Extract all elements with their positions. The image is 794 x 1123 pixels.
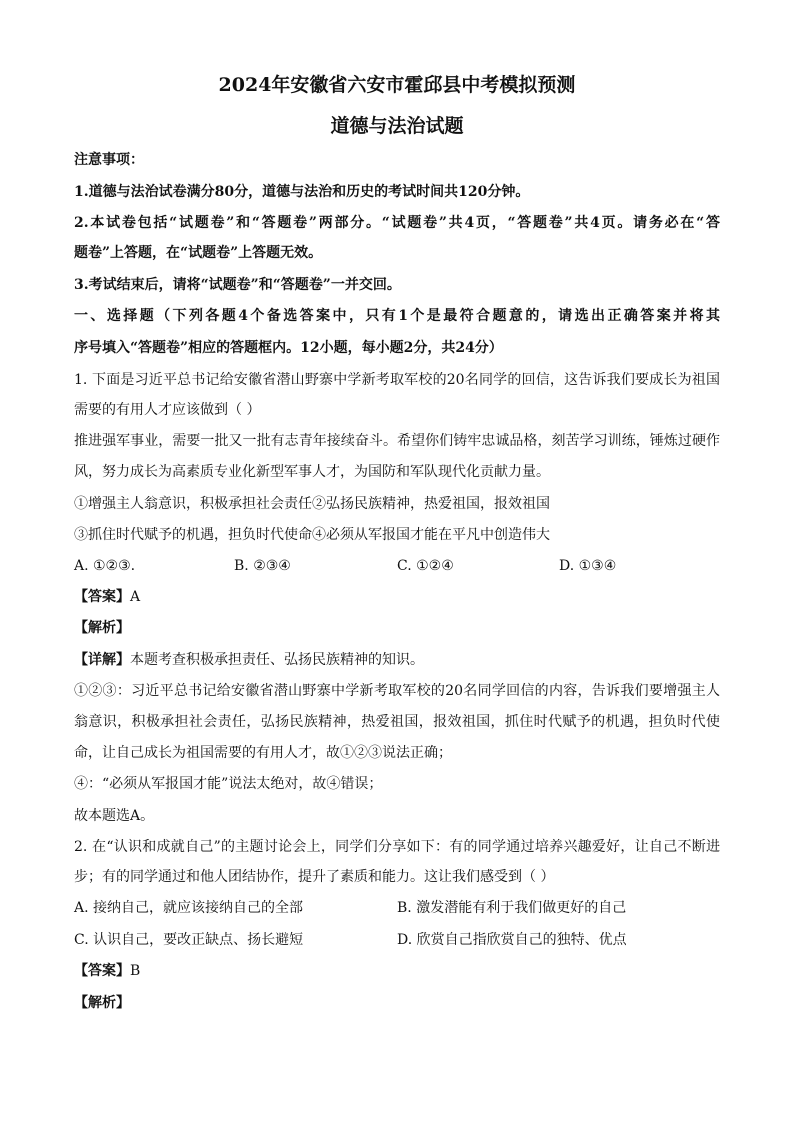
- q1-detail: [74, 650, 720, 670]
- answer-value: A: [130, 589, 141, 605]
- section1-instruction-2: 序号填入“答题卷”相应的答题框内。12小题，每小题2分，共24分）: [74, 340, 503, 356]
- answer-tag: 【答案】: [74, 589, 130, 605]
- q1-quote-2: 风，努力成长为高素质专业化新型军事人才，为国防和军队现代化贡献力量。: [74, 464, 550, 480]
- section1-instruction-1: 一、选择题（下列各题4个备选答案中，只有1个是最符合题意的，请选出正确答案并将其: [74, 308, 720, 324]
- q1-stem-1: 1. 下面是习近平总书记给安徽省潜山野寨中学新考取军校的20名同学的回信，这告诉我们要成长为祖国: [74, 372, 720, 388]
- notice-item-2b: 题卷”上答题，在“试题卷”上答题无效。: [74, 245, 323, 261]
- q1-explanation-4: ④：“必须从军报国才能”说法太绝对，故④错误；: [74, 776, 383, 792]
- notice-item-1: 1.道德与法治试卷满分80分，道德与法治和历史的考试时间共120分钟。: [74, 184, 530, 200]
- detail-text: 本题考查积极承担责任、弘扬民族精神的知识。: [130, 652, 424, 668]
- q1-option-c: C. ①②④: [397, 558, 454, 574]
- q2-stem-1: 2. 在“认识和成就自己”的主题讨论会上，同学们分享如下：有的同学通过培养兴趣爱好，让自己不断进: [74, 839, 720, 855]
- answer-value: B: [130, 963, 141, 979]
- q1-option-b: B. ②③④: [234, 558, 291, 574]
- q1-choice-2: ③抓住时代赋予的机遇，担负时代使命④必须从军报国才能在平凡中创造伟大: [74, 527, 550, 543]
- q1-explanation-2: 翁意识，积极承担社会责任，弘扬民族精神，热爱祖国，报效祖国，抓住时代赋予的机遇，担负时代使: [74, 714, 720, 730]
- q1-explanation-1: ①②③：习近平总书记给安徽省潜山野寨中学新考取军校的20名同学回信的内容，告诉我们要增强主人: [74, 683, 720, 699]
- notice-item-2a: 2.本试卷包括“试题卷”和“答题卷”两部分。“试题卷”共4页，“答题卷”共4页。请务必在“答: [74, 215, 720, 231]
- q1-option-d: D. ①③④: [559, 558, 617, 574]
- q1-answer: [74, 587, 720, 607]
- detail-tag: 【详解】: [74, 652, 130, 668]
- notice-item-3: 3.考试结束后，请将“试题卷”和“答题卷”一并交回。: [74, 277, 401, 293]
- q2-option-d: D. 欣赏自己指欣赏自己的独特、优点: [397, 932, 627, 948]
- q1-choice-1: ①增强主人翁意识，积极承担社会责任②弘扬民族精神，热爱祖国，报效祖国: [74, 496, 550, 512]
- q2-stem-2: 步；有的同学通过和他人团结协作，提升了素质和能力。这让我们感受到（ ）: [74, 869, 555, 885]
- q2-option-a: A. 接纳自己，就应该接纳自己的全部: [74, 900, 304, 916]
- q1-stem-2: 需要的有用人才应该做到（ ）: [74, 402, 261, 418]
- answer-tag: 【答案】: [74, 963, 130, 979]
- q2-option-b: B. 激发潜能有利于我们做更好的自己: [397, 900, 627, 916]
- q2-answer: [74, 961, 720, 981]
- q1-option-a: A. ①②③.: [74, 558, 136, 574]
- q1-quote-1: 推进强军事业，需要一批又一批有志青年接续奋斗。希望你们铸牢忠诚品格，刻苦学习训练，锤炼过硬作: [74, 433, 720, 449]
- exam-subtitle: 道德与法治试题: [330, 115, 464, 137]
- exam-title: 2024年安徽省六安市霍邱县中考模拟预测: [218, 74, 576, 96]
- notice-heading: 注意事项：: [74, 152, 144, 168]
- q1-analysis-tag: 【解析】: [74, 620, 130, 636]
- q1-explanation-3: 命，让自己成长为祖国需要的有用人才，故①②③说法正确；: [74, 745, 452, 761]
- q1-conclusion: 故本题选A。: [74, 808, 155, 824]
- q2-option-c: C. 认识自己，要改正缺点、扬长避短: [74, 932, 304, 948]
- q2-analysis-tag: 【解析】: [74, 995, 130, 1011]
